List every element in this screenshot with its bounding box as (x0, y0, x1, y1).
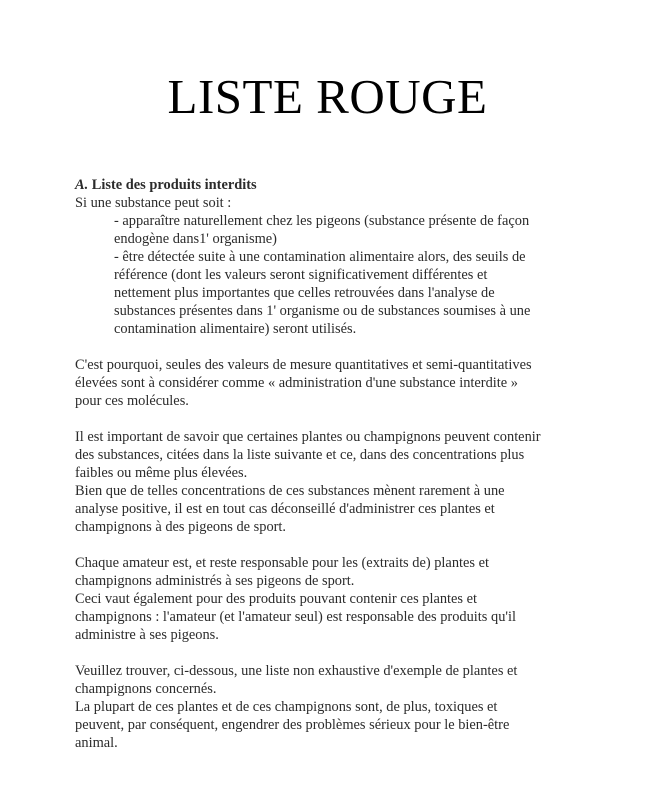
bullet-2-line: substances présentes dans 1' organisme ou de substances soumises à une (114, 303, 531, 319)
paragraph-line: élevées sont à considérer comme « administration d'une substance interdite » (75, 375, 518, 391)
paragraph-line: champignons à des pigeons de sport. (75, 519, 287, 535)
paragraph-line: Il est important de savoir que certaines plantes ou champignons peuvent contenir (75, 429, 541, 445)
paragraph-line: faibles ou même plus élevées. (75, 465, 248, 481)
paragraph-line: champignons administrés à ses pigeons de sport. (75, 573, 355, 589)
document-title: LISTE ROUGE (167, 69, 488, 124)
bullet-2-line: nettement plus importantes que celles retrouvées dans l'analyse de (114, 285, 495, 301)
paragraph-spacer (75, 410, 595, 428)
paragraph-2 (75, 428, 595, 536)
paragraph-spacer (75, 536, 595, 554)
paragraph-line: La plupart de ces plantes et de ces champignons sont, de plus, toxiques et (75, 699, 498, 715)
paragraph-line: champignons concernés. (75, 681, 217, 697)
paragraph-line: analyse positive, il est en tout cas déconseillé d'administrer ces plantes et (75, 501, 495, 517)
paragraph-line: Bien que de telles concentrations de ces substances mènent rarement à une (75, 483, 505, 499)
bullet-1-line: endogène dans1' organisme) (114, 231, 277, 247)
paragraph-line: des substances, citées dans la liste suivante et ce, dans des concentrations plus (75, 447, 525, 463)
paragraph-3 (75, 554, 595, 644)
bullet-2-line: référence (dont les valeurs seront significativement différentes et (114, 267, 488, 283)
paragraph-line: C'est pourquoi, seules des valeurs de mesure quantitatives et semi-quantitatives (75, 357, 532, 373)
paragraph-line: peuvent, par conséquent, engendrer des problèmes sérieux pour le bien-être (75, 717, 510, 733)
paragraph-line: Chaque amateur est, et reste responsable pour les (extraits de) plantes et (75, 555, 489, 571)
section-intro: Si une substance peut soit : (75, 195, 232, 211)
paragraph-line: Veuillez trouver, ci-dessous, une liste non exhaustive d'exemple de plantes et (75, 663, 518, 679)
paragraph-line: champignons : l'amateur (et l'amateur seul) est responsable des produits qu'il (75, 609, 516, 625)
paragraph-1 (75, 356, 595, 410)
paragraph-line: administre à ses pigeons. (75, 627, 219, 643)
document-body (75, 176, 595, 752)
paragraph-line: pour ces molécules. (75, 393, 189, 409)
paragraph-spacer (75, 338, 595, 356)
bullet-1-line: - apparaître naturellement chez les pigeons (substance présente de façon (114, 213, 530, 229)
bullet-2-line: - être détectée suite à une contamination alimentaire alors, des seuils de (114, 249, 526, 265)
paragraph-spacer (75, 644, 595, 662)
section-letter: A. (75, 177, 89, 193)
paragraph-line: animal. (75, 735, 118, 751)
paragraph-4 (75, 662, 595, 752)
section-heading-text: Liste des produits interdits (88, 177, 257, 193)
section-heading (75, 176, 595, 194)
bullet-2-line: contamination alimentaire) seront utilisés. (114, 321, 357, 337)
paragraph-line: Ceci vaut également pour des produits pouvant contenir ces plantes et (75, 591, 478, 607)
